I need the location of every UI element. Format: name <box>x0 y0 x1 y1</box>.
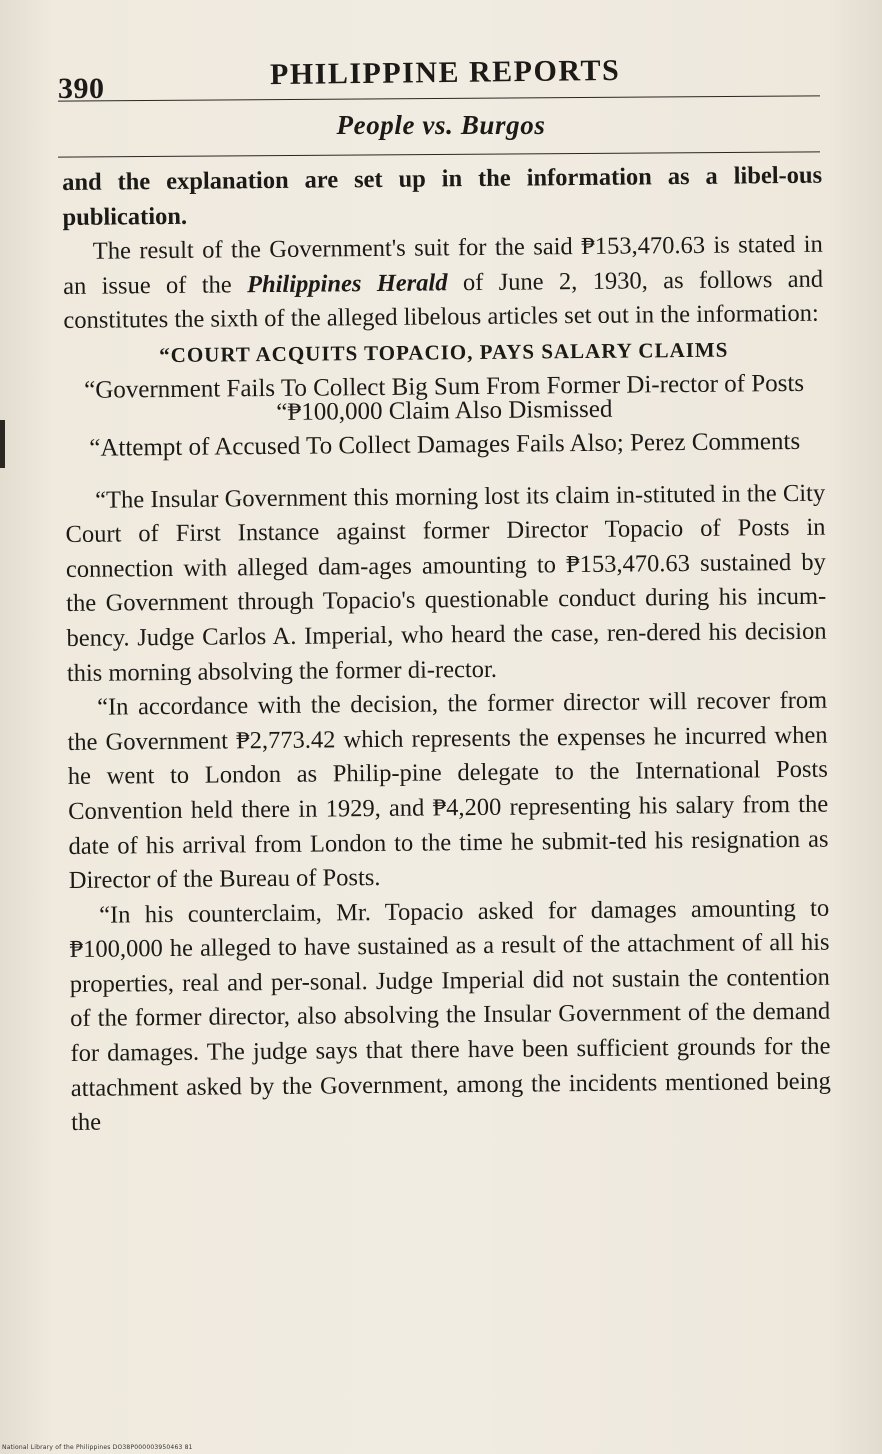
paragraph-5: “In his counterclaim, Mr. Topacio asked for damages amounting to ₱100,000 he alleged to have sustained as a result of the attachment of all his properties, real and per-sonal. Judge Imperial did not sustain the contention of the former director, also absolving the Insular Government of the demand for damages. The judge says that there have been sufficient grounds for the attachment asked by the Government, among the incidents mentioned being the <box>69 894 831 1137</box>
newspaper-name: Philippines Herald <box>246 269 448 299</box>
header-rule-bottom <box>58 151 820 157</box>
running-title: PHILIPPINE REPORTS <box>269 53 621 92</box>
page-header <box>58 48 820 105</box>
page-number: 390 <box>58 72 105 105</box>
paragraph-4: “In accordance with the decision, the former director will recover from the Government ₱2,773.42 which represents the expenses he incurred when he went to London as Philip-pine delegate to the International Posts Convention held there in 1929, and ₱4,200 representing his salary from the date of his arrival from London to the time he submit-ted his resignation as Director of the Bureau of Posts. <box>67 686 829 895</box>
paragraph-1: and the explanation are set up in the information as a libel-ous publication. <box>62 161 823 231</box>
headline-2: “Government Fails To Collect Big Sum From Former Di-rector of Posts <box>84 369 805 404</box>
paragraph-3: “The Insular Government this morning lost its claim in-stituted in the City Court of First Instance against former Director Topacio of Posts in connection with alleged dam-ages amounting to ₱153,470.63 sustained by the Government through Topacio's questionable conduct during his incum-bency. Judge Carlos A. Imperial, who heard the case, ren-dered his decision this morning absolving the former di-rector. <box>65 479 827 687</box>
headline-1: “COURT ACQUITS TOPACIO, PAYS SALARY CLAIMS <box>159 337 729 368</box>
paragraph-2-end: of June 2, 1930, as follows and constitutes the sixth of the alleged libelous articles set out in the information: <box>63 265 824 335</box>
binding-edge-mark <box>0 420 5 468</box>
case-title: People vs. Burgos <box>336 110 546 140</box>
headline-4: “Attempt of Accused To Collect Damages Fails Also; Perez Comments <box>89 427 801 462</box>
scan-footer-note: National Library of the Philippines DO38P000003950463 81 <box>2 1444 193 1451</box>
paragraph-2-start: The result of the Government's suit for the said ₱153,470.63 is stated in an issue of the <box>63 230 823 300</box>
headline-3: “₱100,000 Claim Also Dismissed <box>276 395 613 426</box>
body-text <box>62 159 831 1141</box>
paragraph-2 <box>63 228 824 339</box>
